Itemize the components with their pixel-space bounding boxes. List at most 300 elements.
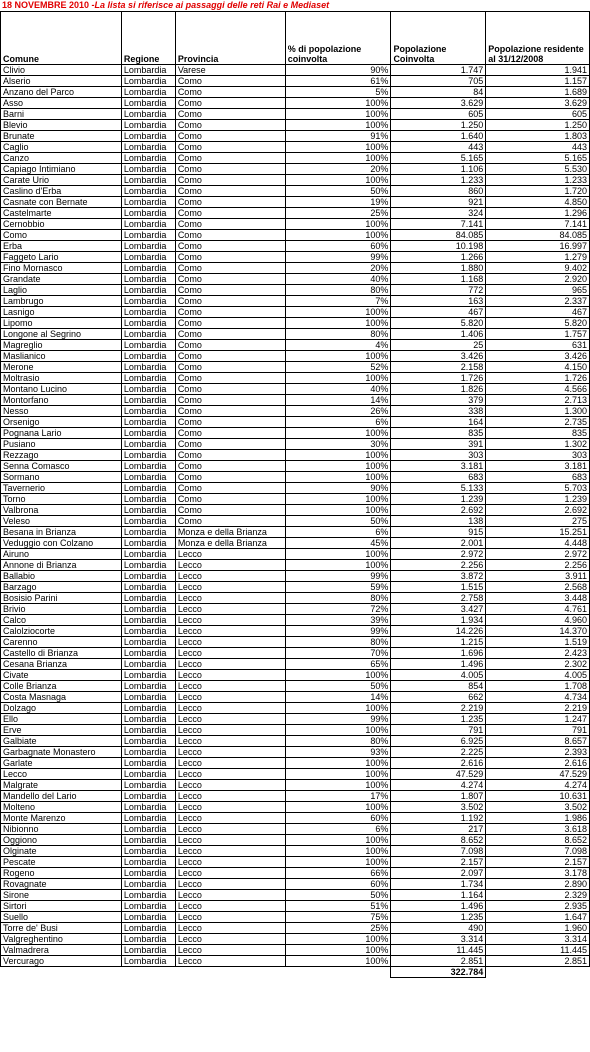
cell-percent: 99%	[285, 571, 391, 582]
cell-pop-residente: 3.618	[486, 824, 590, 835]
cell-pop-residente: 7.141	[486, 219, 590, 230]
cell-percent: 100%	[285, 802, 391, 813]
cell-percent: 100%	[285, 307, 391, 318]
cell-regione: Lombardia	[121, 725, 175, 736]
cell-pop-residente: 4.448	[486, 538, 590, 549]
cell-provincia: Como	[175, 120, 285, 131]
cell-provincia: Lecco	[175, 725, 285, 736]
table-row	[1, 615, 590, 626]
cell-comune: Dolzago	[1, 703, 122, 714]
cell-percent: 100%	[285, 109, 391, 120]
table-row	[1, 230, 590, 241]
cell-pop-coinvolta: 854	[391, 681, 486, 692]
cell-percent: 100%	[285, 351, 391, 362]
cell-comune: Carate Urio	[1, 175, 122, 186]
cell-comune: Rovagnate	[1, 879, 122, 890]
cell-regione: Lombardia	[121, 450, 175, 461]
cell-provincia: Lecco	[175, 626, 285, 637]
cell-provincia: Como	[175, 395, 285, 406]
cell-pop-coinvolta: 4.274	[391, 780, 486, 791]
cell-pop-coinvolta: 6.925	[391, 736, 486, 747]
cell-provincia: Lecco	[175, 604, 285, 615]
cell-pop-coinvolta: 14.226	[391, 626, 486, 637]
table-row	[1, 417, 590, 428]
cell-provincia: Como	[175, 274, 285, 285]
cell-pop-coinvolta: 163	[391, 296, 486, 307]
cell-provincia: Lecco	[175, 582, 285, 593]
cell-pop-residente: 1.247	[486, 714, 590, 725]
cell-pop-residente: 3.502	[486, 802, 590, 813]
cell-regione: Lombardia	[121, 252, 175, 263]
cell-percent: 61%	[285, 76, 391, 87]
total-row	[1, 967, 590, 978]
table-row	[1, 912, 590, 923]
cell-pop-residente: 47.529	[486, 769, 590, 780]
cell-provincia: Como	[175, 164, 285, 175]
cell-pop-residente: 1.250	[486, 120, 590, 131]
cell-pop-residente: 4.960	[486, 615, 590, 626]
cell-comune: Olginate	[1, 846, 122, 857]
cell-pop-residente: 2.219	[486, 703, 590, 714]
cell-provincia: Lecco	[175, 813, 285, 824]
cell-pop-residente: 303	[486, 450, 590, 461]
cell-percent: 100%	[285, 769, 391, 780]
cell-regione: Lombardia	[121, 494, 175, 505]
cell-pop-residente: 1.941	[486, 65, 590, 76]
cell-pop-residente: 3.314	[486, 934, 590, 945]
cell-pop-coinvolta: 1.266	[391, 252, 486, 263]
cell-provincia: Como	[175, 329, 285, 340]
cell-pop-residente: 2.890	[486, 879, 590, 890]
cell-pop-coinvolta: 1.235	[391, 912, 486, 923]
cell-regione: Lombardia	[121, 428, 175, 439]
cell-pop-coinvolta: 2.097	[391, 868, 486, 879]
cell-pop-residente: 5.703	[486, 483, 590, 494]
cell-pop-coinvolta: 1.734	[391, 879, 486, 890]
cell-percent: 100%	[285, 494, 391, 505]
table-row	[1, 901, 590, 912]
cell-regione: Lombardia	[121, 868, 175, 879]
cell-provincia: Como	[175, 461, 285, 472]
cell-comune: Lipomo	[1, 318, 122, 329]
cell-provincia: Como	[175, 307, 285, 318]
cell-comune: Sirtori	[1, 901, 122, 912]
cell-pop-residente: 1.300	[486, 406, 590, 417]
table-row	[1, 395, 590, 406]
cell-pop-residente: 2.329	[486, 890, 590, 901]
cell-percent: 5%	[285, 87, 391, 98]
cell-pop-residente: 631	[486, 340, 590, 351]
cell-percent: 7%	[285, 296, 391, 307]
cell-comune: Rezzago	[1, 450, 122, 461]
cell-provincia: Como	[175, 230, 285, 241]
cell-regione: Lombardia	[121, 208, 175, 219]
cell-regione: Lombardia	[121, 230, 175, 241]
cell-provincia: Lecco	[175, 912, 285, 923]
cell-pop-residente: 2.157	[486, 857, 590, 868]
cell-percent: 100%	[285, 857, 391, 868]
cell-percent: 100%	[285, 373, 391, 384]
table-row	[1, 560, 590, 571]
cell-comune: Valgreghentino	[1, 934, 122, 945]
cell-regione: Lombardia	[121, 318, 175, 329]
cell-regione: Lombardia	[121, 406, 175, 417]
cell-pop-residente: 835	[486, 428, 590, 439]
table-row	[1, 604, 590, 615]
cell-regione: Lombardia	[121, 582, 175, 593]
cell-comune: Canzo	[1, 153, 122, 164]
cell-percent: 90%	[285, 483, 391, 494]
table-row	[1, 329, 590, 340]
cell-pop-residente: 1.803	[486, 131, 590, 142]
table-row	[1, 120, 590, 131]
cell-comune: Pognana Lario	[1, 428, 122, 439]
cell-regione: Lombardia	[121, 285, 175, 296]
table-row	[1, 582, 590, 593]
cell-pop-residente: 2.337	[486, 296, 590, 307]
cell-comune: Brivio	[1, 604, 122, 615]
cell-provincia: Lecco	[175, 637, 285, 648]
cell-comune: Colle Brianza	[1, 681, 122, 692]
cell-comune: Alserio	[1, 76, 122, 87]
cell-comune: Asso	[1, 98, 122, 109]
cell-pop-residente: 16.997	[486, 241, 590, 252]
cell-pop-coinvolta: 772	[391, 285, 486, 296]
cell-comune: Vercurago	[1, 956, 122, 967]
header-regione: Regione	[121, 12, 175, 65]
cell-pop-coinvolta: 2.256	[391, 560, 486, 571]
cell-pop-residente: 15.251	[486, 527, 590, 538]
cell-percent: 100%	[285, 703, 391, 714]
cell-provincia: Como	[175, 406, 285, 417]
cell-provincia: Lecco	[175, 945, 285, 956]
cell-pop-residente: 11.445	[486, 945, 590, 956]
cell-comune: Valbrona	[1, 505, 122, 516]
cell-pop-coinvolta: 1.250	[391, 120, 486, 131]
cell-regione: Lombardia	[121, 329, 175, 340]
cell-comune: Fino Mornasco	[1, 263, 122, 274]
cell-pop-residente: 84.085	[486, 230, 590, 241]
table-row	[1, 307, 590, 318]
cell-provincia: Lecco	[175, 692, 285, 703]
table-row	[1, 186, 590, 197]
cell-provincia: Como	[175, 186, 285, 197]
table-row	[1, 483, 590, 494]
cell-regione: Lombardia	[121, 274, 175, 285]
cell-pop-residente: 9.402	[486, 263, 590, 274]
table-row	[1, 714, 590, 725]
cell-provincia: Lecco	[175, 615, 285, 626]
cell-comune: Annone di Brianza	[1, 560, 122, 571]
cell-comune: Monte Marenzo	[1, 813, 122, 824]
cell-pop-residente: 4.150	[486, 362, 590, 373]
cell-provincia: Como	[175, 450, 285, 461]
cell-regione: Lombardia	[121, 560, 175, 571]
cell-regione: Lombardia	[121, 483, 175, 494]
table-row	[1, 824, 590, 835]
cell-percent: 50%	[285, 186, 391, 197]
cell-percent: 90%	[285, 65, 391, 76]
cell-comune: Capiago Intimiano	[1, 164, 122, 175]
cell-pop-residente: 1.233	[486, 175, 590, 186]
cell-provincia: Lecco	[175, 703, 285, 714]
cell-percent: 100%	[285, 175, 391, 186]
cell-provincia: Lecco	[175, 934, 285, 945]
cell-percent: 60%	[285, 879, 391, 890]
cell-regione: Lombardia	[121, 538, 175, 549]
cell-provincia: Lecco	[175, 736, 285, 747]
cell-pop-residente: 443	[486, 142, 590, 153]
cell-comune: Carenno	[1, 637, 122, 648]
table-row	[1, 923, 590, 934]
cell-comune: Airuno	[1, 549, 122, 560]
cell-pop-coinvolta: 1.106	[391, 164, 486, 175]
cell-pop-coinvolta: 1.235	[391, 714, 486, 725]
table-row	[1, 934, 590, 945]
cell-pop-residente: 1.279	[486, 252, 590, 263]
table-row	[1, 274, 590, 285]
cell-pop-coinvolta: 1.164	[391, 890, 486, 901]
cell-percent: 100%	[285, 472, 391, 483]
cell-pop-coinvolta: 5.165	[391, 153, 486, 164]
cell-provincia: Como	[175, 285, 285, 296]
cell-pop-coinvolta: 1.406	[391, 329, 486, 340]
table-row	[1, 571, 590, 582]
cell-pop-coinvolta: 1.239	[391, 494, 486, 505]
cell-pop-coinvolta: 1.640	[391, 131, 486, 142]
table-row	[1, 461, 590, 472]
cell-pop-coinvolta: 2.157	[391, 857, 486, 868]
cell-comune: Erve	[1, 725, 122, 736]
cell-percent: 70%	[285, 648, 391, 659]
cell-comune: Caglio	[1, 142, 122, 153]
cell-regione: Lombardia	[121, 747, 175, 758]
cell-comune: Galbiate	[1, 736, 122, 747]
cell-percent: 45%	[285, 538, 391, 549]
cell-comune: Grandate	[1, 274, 122, 285]
cell-provincia: Como	[175, 472, 285, 483]
cell-percent: 80%	[285, 285, 391, 296]
cell-regione: Lombardia	[121, 175, 175, 186]
cell-percent: 100%	[285, 142, 391, 153]
cell-pop-coinvolta: 605	[391, 109, 486, 120]
cell-pop-coinvolta: 3.629	[391, 98, 486, 109]
cell-pop-coinvolta: 7.141	[391, 219, 486, 230]
cell-pop-residente: 3.178	[486, 868, 590, 879]
cell-pop-coinvolta: 860	[391, 186, 486, 197]
cell-comune: Nesso	[1, 406, 122, 417]
cell-regione: Lombardia	[121, 857, 175, 868]
cell-regione: Lombardia	[121, 615, 175, 626]
cell-regione: Lombardia	[121, 681, 175, 692]
table-row	[1, 857, 590, 868]
cell-provincia: Como	[175, 241, 285, 252]
cell-percent: 100%	[285, 505, 391, 516]
cell-regione: Lombardia	[121, 648, 175, 659]
cell-percent: 6%	[285, 824, 391, 835]
cell-regione: Lombardia	[121, 890, 175, 901]
cell-provincia: Lecco	[175, 956, 285, 967]
cell-percent: 30%	[285, 439, 391, 450]
cell-pop-coinvolta: 705	[391, 76, 486, 87]
cell-pop-residente: 2.713	[486, 395, 590, 406]
cell-provincia: Como	[175, 252, 285, 263]
cell-provincia: Lecco	[175, 824, 285, 835]
cell-percent: 72%	[285, 604, 391, 615]
cell-regione: Lombardia	[121, 758, 175, 769]
cell-regione: Lombardia	[121, 186, 175, 197]
cell-pop-residente: 1.689	[486, 87, 590, 98]
table-row	[1, 285, 590, 296]
cell-provincia: Como	[175, 175, 285, 186]
table-row	[1, 153, 590, 164]
table-row	[1, 549, 590, 560]
cell-pop-coinvolta: 3.872	[391, 571, 486, 582]
cell-comune: Oggiono	[1, 835, 122, 846]
cell-pop-residente: 3.629	[486, 98, 590, 109]
cell-pop-coinvolta: 47.529	[391, 769, 486, 780]
cell-regione: Lombardia	[121, 956, 175, 967]
cell-provincia: Lecco	[175, 890, 285, 901]
table-row	[1, 835, 590, 846]
cell-pop-coinvolta: 1.233	[391, 175, 486, 186]
table-header-row	[1, 12, 590, 65]
cell-regione: Lombardia	[121, 846, 175, 857]
cell-percent: 100%	[285, 956, 391, 967]
cell-comune: Veleso	[1, 516, 122, 527]
cell-regione: Lombardia	[121, 76, 175, 87]
cell-regione: Lombardia	[121, 351, 175, 362]
header-provincia: Provincia	[175, 12, 285, 65]
cell-regione: Lombardia	[121, 362, 175, 373]
cell-pop-residente: 1.708	[486, 681, 590, 692]
cell-percent: 100%	[285, 560, 391, 571]
cell-comune: Pusiano	[1, 439, 122, 450]
cell-pop-coinvolta: 1.747	[391, 65, 486, 76]
cell-percent: 100%	[285, 450, 391, 461]
cell-provincia: Como	[175, 208, 285, 219]
cell-provincia: Lecco	[175, 791, 285, 802]
cell-provincia: Como	[175, 417, 285, 428]
cell-regione: Lombardia	[121, 219, 175, 230]
cell-percent: 50%	[285, 681, 391, 692]
table-row	[1, 791, 590, 802]
cell-provincia: Lecco	[175, 593, 285, 604]
table-row	[1, 692, 590, 703]
cell-comune: Garbagnate Monastero	[1, 747, 122, 758]
cell-comune: Merone	[1, 362, 122, 373]
cell-regione: Lombardia	[121, 384, 175, 395]
cell-comune: Laglio	[1, 285, 122, 296]
cell-regione: Lombardia	[121, 901, 175, 912]
cell-comune: Longone al Segrino	[1, 329, 122, 340]
cell-pop-residente: 2.568	[486, 582, 590, 593]
cell-pop-residente: 1.960	[486, 923, 590, 934]
cell-comune: Civate	[1, 670, 122, 681]
cell-comune: Mandello del Lario	[1, 791, 122, 802]
cell-comune: Besana in Brianza	[1, 527, 122, 538]
table-row	[1, 263, 590, 274]
cell-percent: 100%	[285, 780, 391, 791]
cell-pop-coinvolta: 1.826	[391, 384, 486, 395]
cell-provincia: Como	[175, 87, 285, 98]
cell-percent: 100%	[285, 153, 391, 164]
cell-percent: 20%	[285, 164, 391, 175]
table-row	[1, 76, 590, 87]
cell-pop-coinvolta: 2.001	[391, 538, 486, 549]
cell-regione: Lombardia	[121, 593, 175, 604]
cell-comune: Ello	[1, 714, 122, 725]
cell-percent: 60%	[285, 241, 391, 252]
cell-percent: 19%	[285, 197, 391, 208]
cell-percent: 14%	[285, 395, 391, 406]
table-row	[1, 406, 590, 417]
cell-provincia: Como	[175, 483, 285, 494]
cell-pop-residente: 2.972	[486, 549, 590, 560]
cell-regione: Lombardia	[121, 549, 175, 560]
cell-pop-residente: 1.296	[486, 208, 590, 219]
cell-regione: Lombardia	[121, 835, 175, 846]
cell-regione: Lombardia	[121, 692, 175, 703]
cell-percent: 100%	[285, 120, 391, 131]
cell-pop-coinvolta: 490	[391, 923, 486, 934]
cell-provincia: Lecco	[175, 769, 285, 780]
table-row	[1, 846, 590, 857]
cell-comune: Torre de' Busi	[1, 923, 122, 934]
table-row	[1, 362, 590, 373]
table-row	[1, 197, 590, 208]
table-row	[1, 626, 590, 637]
cell-comune: Barzago	[1, 582, 122, 593]
cell-regione: Lombardia	[121, 373, 175, 384]
table-row	[1, 65, 590, 76]
cell-regione: Lombardia	[121, 934, 175, 945]
table-row	[1, 736, 590, 747]
cell-pop-residente: 3.448	[486, 593, 590, 604]
cell-provincia: Lecco	[175, 868, 285, 879]
cell-pop-residente: 683	[486, 472, 590, 483]
cell-pop-residente: 1.239	[486, 494, 590, 505]
cell-provincia: Como	[175, 373, 285, 384]
cell-provincia: Monza e della Brianza	[175, 527, 285, 538]
cell-percent: 39%	[285, 615, 391, 626]
cell-pop-coinvolta: 1.515	[391, 582, 486, 593]
cell-percent: 100%	[285, 835, 391, 846]
cell-pop-coinvolta: 5.820	[391, 318, 486, 329]
cell-comune: Nibionno	[1, 824, 122, 835]
cell-pop-residente: 2.735	[486, 417, 590, 428]
cell-percent: 100%	[285, 670, 391, 681]
cell-pop-coinvolta: 379	[391, 395, 486, 406]
cell-pop-coinvolta: 164	[391, 417, 486, 428]
cell-regione: Lombardia	[121, 461, 175, 472]
cell-comune: Costa Masnaga	[1, 692, 122, 703]
cell-pop-residente: 2.302	[486, 659, 590, 670]
table-row	[1, 945, 590, 956]
cell-percent: 50%	[285, 516, 391, 527]
cell-comune: Calco	[1, 615, 122, 626]
cell-percent: 91%	[285, 131, 391, 142]
cell-pop-residente: 3.426	[486, 351, 590, 362]
header-comune: Comune	[1, 12, 122, 65]
table-row	[1, 164, 590, 175]
cell-pop-residente: 2.423	[486, 648, 590, 659]
cell-provincia: Como	[175, 142, 285, 153]
cell-pop-coinvolta: 5.133	[391, 483, 486, 494]
cell-provincia: Lecco	[175, 648, 285, 659]
cell-pop-residente: 14.370	[486, 626, 590, 637]
table-row	[1, 538, 590, 549]
